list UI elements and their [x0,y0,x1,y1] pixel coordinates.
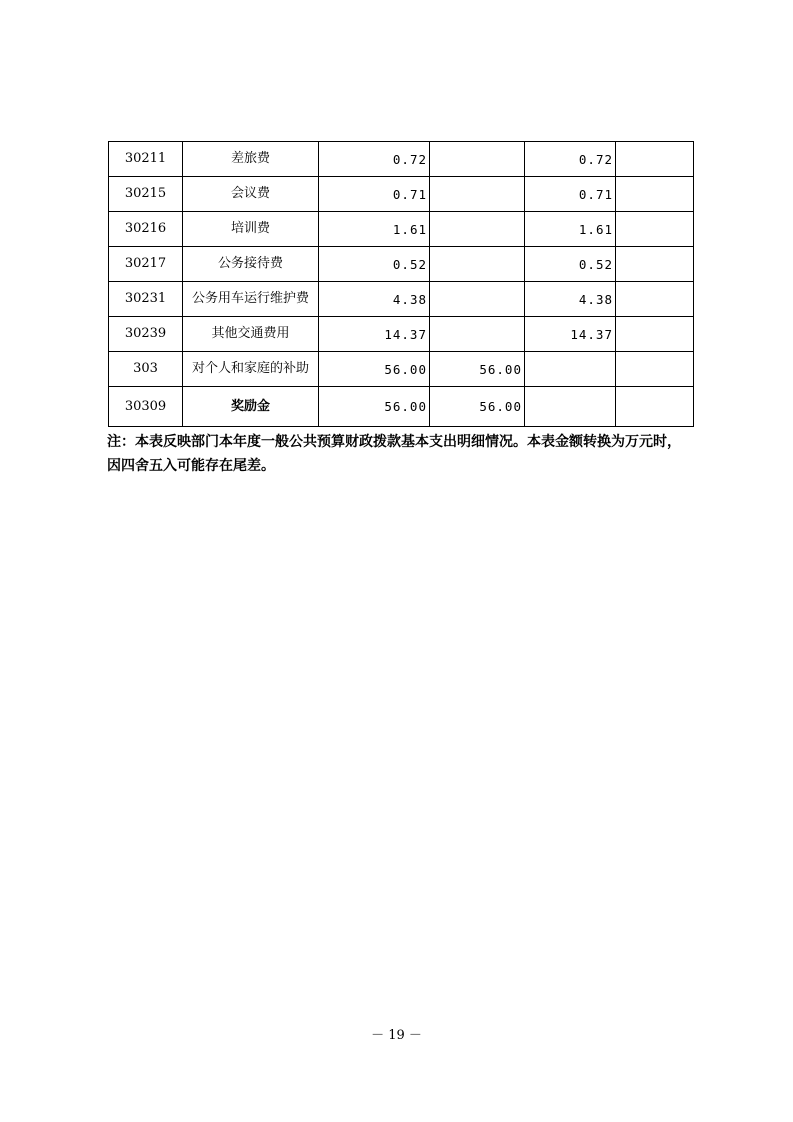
table-row [109,352,694,387]
cell-name: 差旅费 [183,142,319,177]
cell-name: 公务用车运行维护费 [183,282,319,317]
cell-other [616,387,694,427]
cell-total: 0.52 [319,247,430,282]
table-footnote [107,430,707,478]
cell-project: 1.61 [525,212,616,247]
table-row [109,142,694,177]
cell-name: 其他交通费用 [183,317,319,352]
cell-project: 4.38 [525,282,616,317]
cell-basic [430,247,525,282]
cell-name: 培训费 [183,212,319,247]
cell-total: 0.72 [319,142,430,177]
cell-other [616,177,694,212]
cell-basic [430,212,525,247]
page-number: － 19 － [371,1028,422,1043]
cell-basic: 56.00 [430,387,525,427]
cell-name: 公务接待费 [183,247,319,282]
cell-total: 14.37 [319,317,430,352]
cell-total: 0.71 [319,177,430,212]
cell-total: 56.00 [319,352,430,387]
cell-project [525,352,616,387]
cell-name: 对个人和家庭的补助 [183,352,319,387]
cell-total: 4.38 [319,282,430,317]
cell-total: 56.00 [319,387,430,427]
cell-code: 30231 [109,282,183,317]
table-row [109,212,694,247]
cell-other [616,317,694,352]
cell-code: 30211 [109,142,183,177]
cell-project [525,387,616,427]
cell-code: 30239 [109,317,183,352]
cell-project: 0.71 [525,177,616,212]
cell-name: 会议费 [183,177,319,212]
cell-code: 30215 [109,177,183,212]
table-row [109,247,694,282]
table-row [109,282,694,317]
cell-basic: 56.00 [430,352,525,387]
table-row [109,317,694,352]
cell-basic [430,282,525,317]
cell-code: 30216 [109,212,183,247]
cell-total: 1.61 [319,212,430,247]
cell-basic [430,142,525,177]
cell-project: 14.37 [525,317,616,352]
cell-other [616,247,694,282]
cell-other [616,212,694,247]
footnote-line-1: 注：本表反映部门本年度一般公共预算财政拨款基本支出明细情况。本表金额转换为万元时， [107,434,681,450]
cell-other [616,282,694,317]
cell-name: 奖励金 [183,387,319,427]
cell-basic [430,317,525,352]
expenditure-table-container [108,141,693,427]
table-row [109,387,694,427]
cell-basic [430,177,525,212]
cell-code: 30309 [109,387,183,427]
table-row [109,177,694,212]
cell-code: 30217 [109,247,183,282]
expenditure-detail-table [108,141,694,427]
cell-project: 0.52 [525,247,616,282]
cell-code: 303 [109,352,183,387]
footnote-line-2: 因四舍五入可能存在尾差。 [107,458,275,474]
cell-other [616,352,694,387]
cell-project: 0.72 [525,142,616,177]
cell-other [616,142,694,177]
